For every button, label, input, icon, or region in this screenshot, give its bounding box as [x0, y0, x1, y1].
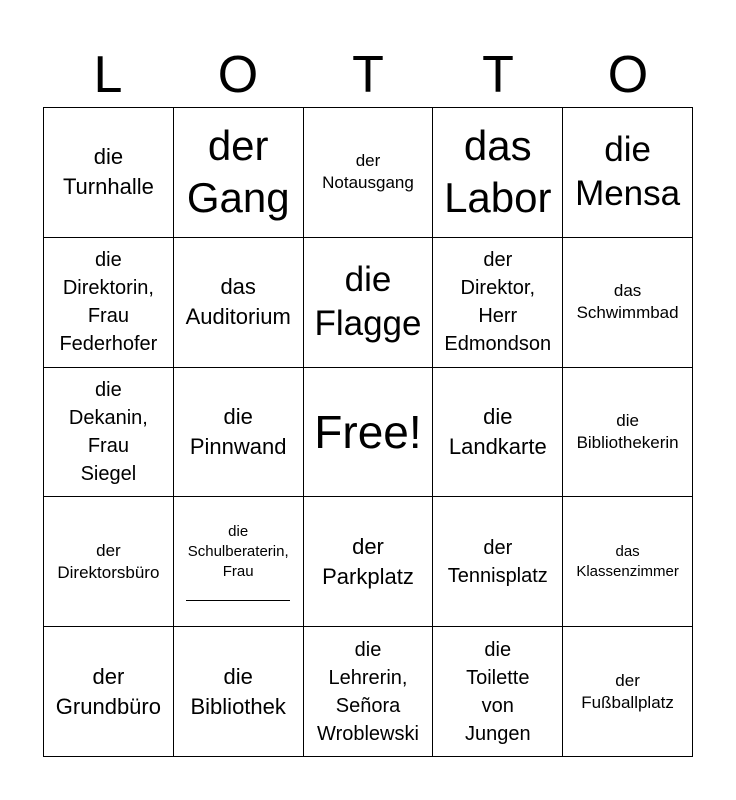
board-cell[interactable]: [44, 497, 174, 627]
header-letter-2: O: [217, 46, 259, 104]
board-cell[interactable]: [563, 108, 693, 238]
cell-text: die Toilette von Jungen: [464, 638, 531, 745]
board-cell[interactable]: [174, 368, 304, 498]
board-cell[interactable]: [174, 108, 304, 238]
cell-text: der Notausgang: [322, 151, 414, 193]
lotto-header: [43, 44, 693, 106]
board-cell[interactable]: [433, 108, 563, 238]
cell-text: die Schulberaterin, Frau: [187, 523, 289, 581]
board-cell[interactable]: [174, 238, 304, 368]
board-cell[interactable]: [304, 238, 434, 368]
cell-text: die Dekanin, Frau Siegel: [68, 378, 148, 485]
cell-text: die Mensa: [575, 130, 681, 214]
cell-text: die Direktorin, Frau Federhofer: [59, 249, 158, 356]
cell-text: der Gang: [186, 122, 290, 222]
board-cell[interactable]: [433, 497, 563, 627]
board-cell[interactable]: [563, 627, 693, 757]
cell-text: die Lehrerin, Señora Wroblewski: [317, 638, 419, 745]
board-cell[interactable]: [563, 368, 693, 498]
header-letter-1: L: [93, 46, 123, 104]
cell-text: das Auditorium: [185, 274, 291, 330]
cell-text: das Schwimmbad: [576, 281, 679, 323]
board-cell[interactable]: [433, 368, 563, 498]
board-cell[interactable]: [433, 627, 563, 757]
cell-text: die Bibliothek: [190, 663, 286, 719]
cell-text: der Direktor, Herr Edmondson: [444, 249, 552, 356]
board-cell[interactable]: [304, 627, 434, 757]
cell-text: der Grundbüro: [55, 663, 161, 719]
board-cell[interactable]: [563, 238, 693, 368]
board-cell[interactable]: [304, 497, 434, 627]
header-letter-5: O: [607, 46, 649, 104]
free-cell[interactable]: [304, 368, 434, 498]
cell-text: die Flagge: [314, 260, 422, 344]
board-cell[interactable]: [44, 627, 174, 757]
cell-text: der Direktorsbüro: [57, 540, 160, 582]
board-cell[interactable]: [174, 627, 304, 757]
cell-text: das Labor: [444, 122, 552, 222]
lotto-board: [43, 107, 693, 757]
cell-text: das Klassenzimmer: [576, 542, 679, 580]
cell-text: der Fußballplatz: [581, 670, 674, 712]
cell-text: die Pinnwand: [189, 403, 287, 459]
board-cell[interactable]: [304, 108, 434, 238]
board-cell[interactable]: [44, 238, 174, 368]
cell-text: die Landkarte: [448, 403, 547, 459]
free-text: Free!: [314, 405, 422, 458]
cell-text: die Turnhalle: [62, 144, 154, 200]
header-letter-3: T: [352, 46, 384, 104]
blank-line: [186, 590, 290, 601]
board-cell[interactable]: [433, 238, 563, 368]
board-cell[interactable]: [44, 368, 174, 498]
board-cell[interactable]: [174, 497, 304, 627]
header-letter-4: T: [482, 46, 514, 104]
cell-text: der Parkplatz: [322, 533, 414, 589]
cell-text: der Tennisplatz: [447, 536, 548, 587]
board-cell[interactable]: [44, 108, 174, 238]
board-cell[interactable]: [563, 497, 693, 627]
cell-text: die Bibliothekerin: [576, 410, 679, 452]
